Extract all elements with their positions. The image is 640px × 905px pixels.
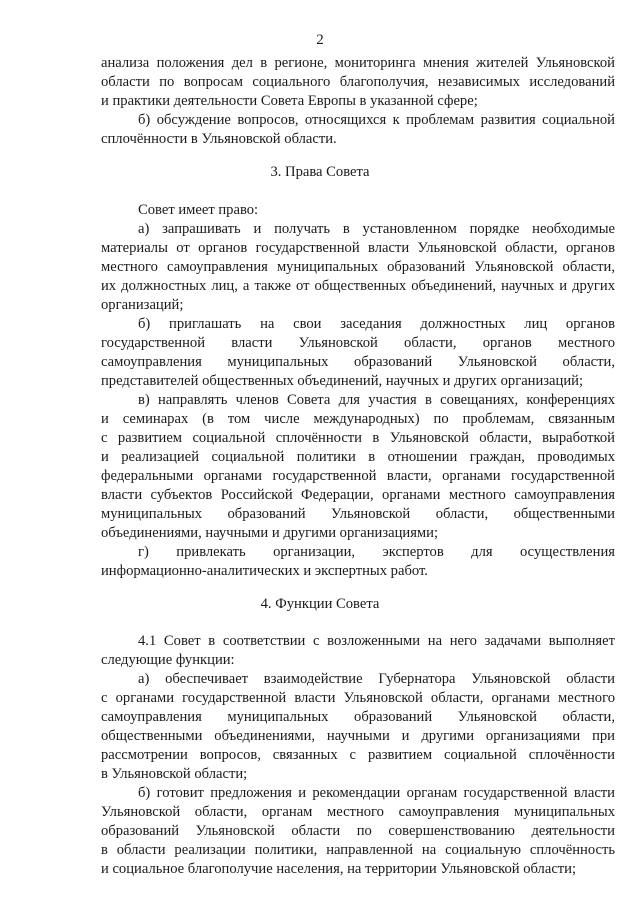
text-line: с органами государственной власти Ульяновской области, органами местного [101, 690, 615, 706]
text-line: федеральными органами государственной власти, органами государственной [101, 468, 615, 484]
text-line: в Ульяновской области; [101, 766, 248, 782]
text-line: сплочённости в Ульяновской области. [101, 131, 337, 147]
text-line: муниципальных образований Ульяновской области, общественными [101, 506, 615, 522]
section-heading: 4. Функции Совета [260, 596, 380, 612]
text-line: анализа положения дел в регионе, мониторинга мнения жителей Ульяновской [101, 55, 615, 71]
text-line: а) запрашивать и получать в установленном порядке необходимые [138, 221, 615, 237]
text-line: в) направлять членов Совета для участия в совещаниях, конференциях [138, 392, 615, 408]
text-line: в области реализации политики, направленной на социальную сплочённость [101, 842, 615, 858]
text-line: и социальное благополучие населения, на территории Ульяновской области; [101, 861, 577, 877]
section-heading: 3. Права Совета [270, 164, 370, 180]
text-line: самоуправления муниципальных образований Ульяновской области, [101, 709, 615, 725]
text-line: объединениями, научными и другими организациями; [101, 525, 439, 541]
text-line: б) готовит предложения и рекомендации органам государственной власти [138, 785, 615, 801]
text-line: их должностных лиц, а также от общественных объединений, научных и других [101, 278, 615, 294]
text-line: общественными объединениями, научными и другими организациями при [101, 728, 615, 744]
text-line: Ульяновской области, органам местного самоуправления муниципальных [101, 804, 615, 820]
page-number: 2 [316, 32, 324, 48]
text-line: г) привлекать организации, экспертов для осуществления [138, 544, 615, 560]
text-line: организаций; [101, 297, 184, 313]
text-line: информационно-аналитических и экспертных работ. [101, 563, 428, 579]
text-line: и практики деятельности Совета Европы в указанной сфере; [101, 93, 478, 109]
text-line: б) приглашать на свои заседания должностных лиц органов [138, 316, 615, 332]
text-line: государственной власти Ульяновской области, органов местного [101, 335, 615, 351]
text-line: материалы от органов государственной власти Ульяновской области, органов [101, 240, 615, 256]
text-line: и реализацией социальной политики в отношении граждан, проводимых [101, 449, 615, 465]
text-line: области по вопросам социального благополучия, независимых исследований [101, 74, 615, 90]
text-line: а) обеспечивает взаимодействие Губернатора Ульяновской области [138, 671, 615, 687]
text-line: б) обсуждение вопросов, относящихся к проблемам развития социальной [138, 112, 615, 128]
text-line: власти субъектов Российской Федерации, органами местного самоуправления [101, 487, 615, 503]
text-line: Совет имеет право: [138, 202, 259, 218]
text-line: образований Ульяновской области по совершенствованию деятельности [101, 823, 615, 839]
text-line: самоуправления муниципальных образований Ульяновской области, [101, 354, 615, 370]
text-line: с развитием социальной сплочённости в Ульяновской области, выработкой [101, 430, 615, 446]
text-line: рассмотрении вопросов, связанных с развитием социальной сплочённости [101, 747, 615, 763]
text-line: и семинарах (в том числе международных) по проблемам, связанным [101, 411, 615, 427]
text-line: представителей общественных объединений, научных и других организаций; [101, 373, 584, 389]
text-line: 4.1 Совет в соответствии с возложенными на него задачами выполняет [138, 633, 615, 649]
text-line: местного самоуправления муниципальных образований Ульяновской области, [101, 259, 615, 275]
text-line: следующие функции: [101, 652, 235, 668]
